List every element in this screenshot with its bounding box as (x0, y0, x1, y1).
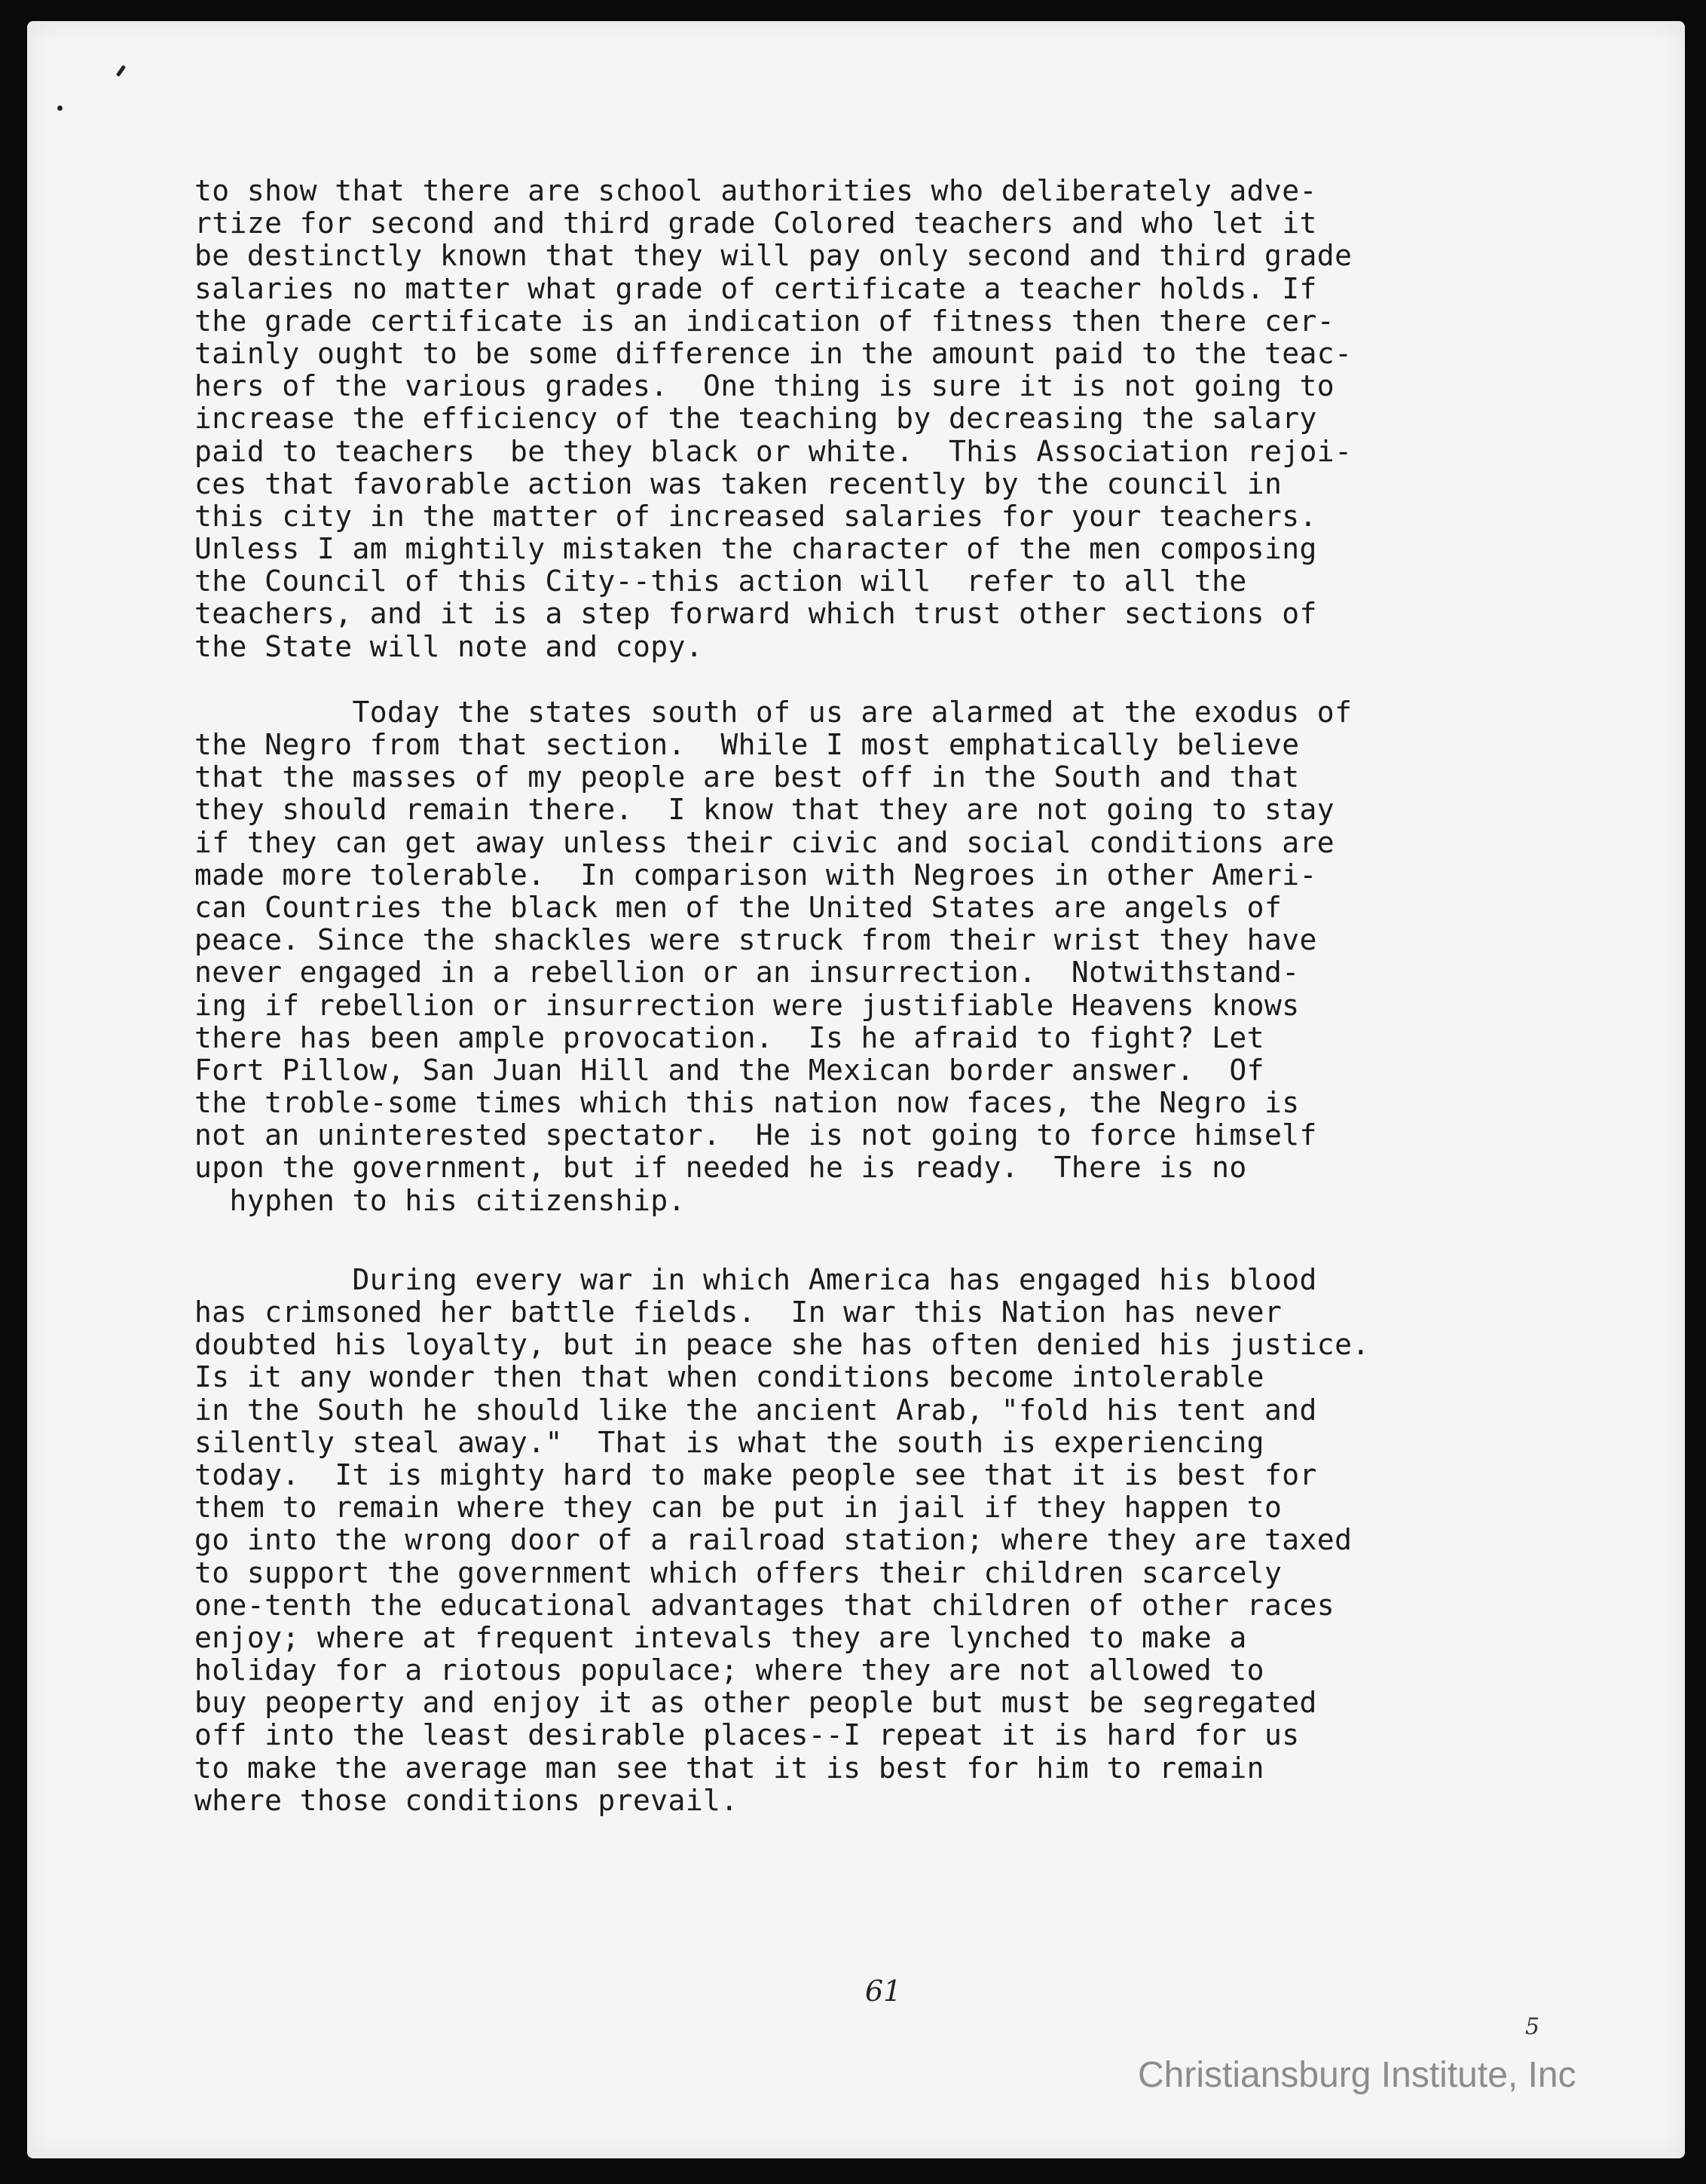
text-line: them to remain where they can be put in jail if they happen to (194, 1491, 1283, 1525)
text-line: the Council of this City--this action will refer to all the (194, 564, 1247, 598)
text-line: ces that favorable action was taken recently by the council in (194, 466, 1283, 500)
text-line: the troble-some times which this nation now faces, the Negro is (194, 1086, 1300, 1120)
text-line: upon the government, but if needed he is ready. There is no (194, 1151, 1247, 1185)
watermark: Christiansburg Institute, Inc (1138, 2055, 1576, 2095)
text-line: buy peoperty and enjoy it as other people but must be segregated (194, 1686, 1317, 1720)
text-line: to show that there are school authorities who deliberately adve- (194, 174, 1317, 207)
text-line: be destinctly known that they will pay only second and third grade (194, 239, 1353, 273)
text-line: doubted his loyalty, but in peace she has often denied his justice. (194, 1328, 1370, 1362)
paragraph-gap (194, 1217, 1543, 1264)
typed-letter-body (194, 175, 1543, 1817)
text-line: peace. Since the shackles were struck from their wrist they have (194, 923, 1317, 957)
text-line: one-tenth the educational advantages that children of other races (194, 1588, 1335, 1622)
text-line: hers of the various grades. One thing is sure it is not going to (194, 369, 1335, 403)
text-line: teachers, and it is a step forward which trust other sections of (194, 597, 1317, 631)
text-line: go into the wrong door of a railroad station; where they are taxed (194, 1523, 1353, 1557)
text-line: Today the states south of us are alarmed at the exodus of (194, 695, 1353, 729)
text-line: they should remain there. I know that they are not going to stay (194, 793, 1335, 827)
text-line: the grade certificate is an indication of fitness then there cer- (194, 304, 1335, 338)
text-line: has crimsoned her battle fields. In war this Nation has never (194, 1295, 1283, 1329)
text-line: Is it any wonder then that when conditions become intolerable (194, 1360, 1264, 1394)
text-line: Unless I am mightily mistaken the character of the men composing (194, 532, 1317, 566)
text-line: increase the efficiency of the teaching by decreasing the salary (194, 402, 1317, 436)
text-line: not an uninterested spectator. He is not going to force himself (194, 1118, 1317, 1152)
text-line: in the South he should like the ancient Arab, "fold his tent and (194, 1393, 1317, 1427)
text-line: that the masses of my people are best off in the South and that (194, 760, 1300, 794)
paper-mark (57, 106, 63, 111)
paper-mark (116, 65, 126, 77)
text-line: where those conditions prevail. (194, 1783, 738, 1817)
text-line: Fort Pillow, San Juan Hill and the Mexican border answer. Of (194, 1053, 1264, 1087)
text-line: to make the average man see that it is best for him to remain (194, 1751, 1264, 1785)
paragraph-gap (194, 663, 1543, 696)
text-line: ing if rebellion or insurrection were justifiable Heavens knows (194, 988, 1300, 1022)
text-line: this city in the matter of increased salaries for your teachers. (194, 499, 1317, 533)
text-line: rtize for second and third grade Colored teachers and who let it (194, 206, 1317, 240)
corner-number: 5 (1525, 2014, 1540, 2040)
text-line: the Negro from that section. While I most emphatically believe (194, 728, 1300, 761)
text-line: can Countries the black men of the United States are angels of (194, 890, 1283, 924)
handwritten-page-number: 61 (865, 1974, 902, 2008)
text-line: tainly ought to be some difference in the amount paid to the teac- (194, 336, 1353, 370)
text-line: today. It is mighty hard to make people see that it is best for (194, 1458, 1317, 1491)
text-line: to support the government which offers their children scarcely (194, 1555, 1283, 1589)
text-line: there has been ample provocation. Is he afraid to fight? Let (194, 1020, 1264, 1054)
text-line: never engaged in a rebellion or an insurrection. Notwithstand- (194, 956, 1300, 990)
text-line: salaries no matter what grade of certificate a teacher holds. If (194, 271, 1317, 305)
text-line: made more tolerable. In comparison with Negroes in other Ameri- (194, 858, 1317, 892)
text-line: holiday for a riotous populace; where they are not allowed to (194, 1653, 1264, 1687)
text-line: During every war in which America has engaged his blood (194, 1262, 1317, 1296)
text-line: paid to teachers be they black or white. This Association rejoi- (194, 434, 1353, 468)
text-line: if they can get away unless their civic and social conditions are (194, 825, 1335, 859)
text-line: enjoy; where at frequent intevals they are lynched to make a (194, 1620, 1247, 1654)
text-line: the State will note and copy. (194, 629, 704, 663)
text-line: hyphen to his citizenship. (194, 1183, 686, 1217)
text-line: off into the least desirable places--I repeat it is hard for us (194, 1718, 1300, 1752)
text-line: silently steal away." That is what the south is experiencing (194, 1425, 1264, 1459)
